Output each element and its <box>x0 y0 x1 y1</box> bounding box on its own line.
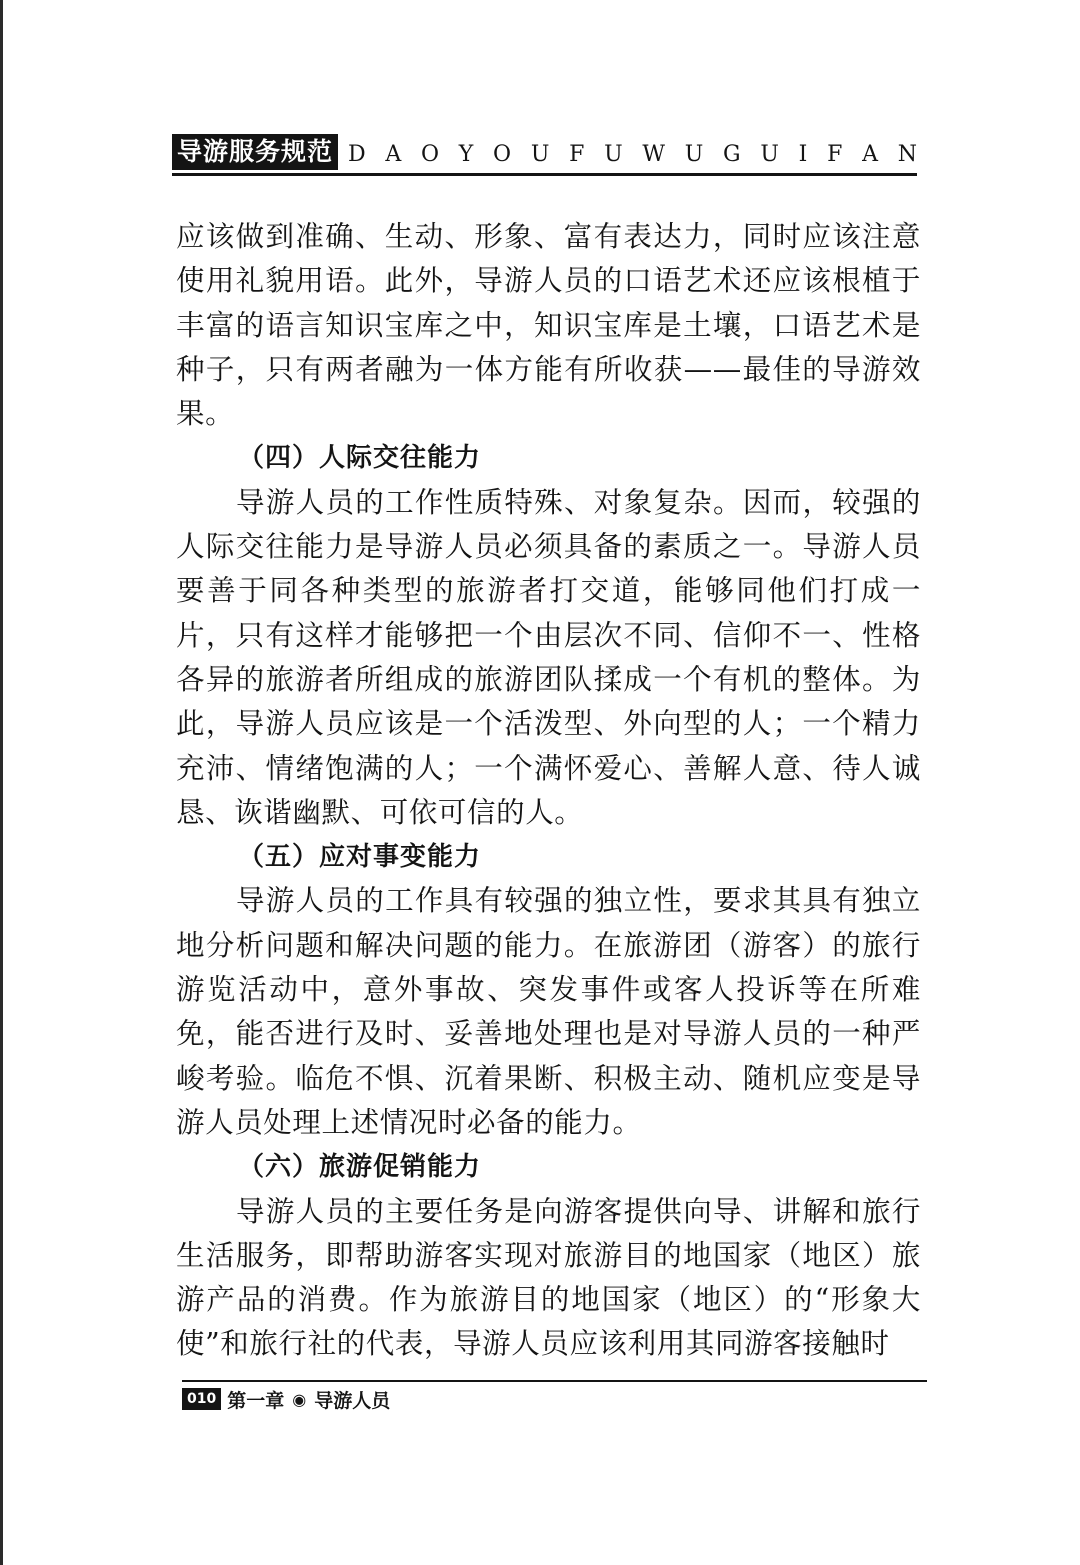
paragraph-promotion: 导游人员的主要任务是向游客提供向导、讲解和旅行生活服务，即帮助游客实现对旅游目的地国家（地区）旅游产品的消费。作为旅游目的地国家（地区）的“形象大使”和旅行社的代表，导游人员应该利用其同游客接触时 <box>176 1194 921 1361</box>
footer-chapter: 第一章 <box>227 1389 285 1412</box>
bullet-icon: ◉ <box>292 1389 307 1409</box>
header-pinyin-letters <box>348 142 917 168</box>
header-rule <box>172 173 917 176</box>
page-number: 010 <box>182 1388 221 1410</box>
page-edge <box>0 0 3 1565</box>
header-letter: N <box>897 142 917 167</box>
header-letter: U <box>604 142 623 167</box>
header-letter: D <box>348 142 366 167</box>
paragraph-emergency: 导游人员的工作具有较强的独立性，要求其具有独立地分析问题和解决问题的能力。在旅游团（游客）的旅行游览活动中，意外事故、突发事件或客人投诉等在所难免，能否进行及时、妥善地处理也是对导游人员的一种严峻考验。临危不惧、沉着果断、积极主动、随机应变是导游人员处理上述情况时必备的能力。 <box>176 884 921 1139</box>
section-heading-4: （四）人际交往能力 <box>238 443 482 474</box>
header-letter: I <box>798 142 808 167</box>
running-header <box>172 134 917 172</box>
header-letter: U <box>684 142 704 167</box>
footer-section: 导游人员 <box>314 1389 391 1412</box>
header-letter: O <box>493 142 512 167</box>
section-heading-6: （六）旅游促销能力 <box>238 1152 482 1183</box>
header-letter: A <box>862 142 878 167</box>
paragraph-interpersonal: 导游人员的工作性质特殊、对象复杂。因而，较强的人际交往能力是导游人员必须具备的素质之一。导游人员要善于同各种类型的旅游者打交道，能够同他们打成一片，只有这样才能够把一个由层次不同、信仰不一、性格各异的旅游者所组成的旅游团队揉成一个有机的整体。为此，导游人员应该是一个活泼型、外向型的人；一个精力充沛、情绪饱满的人；一个满怀爱心、善解人意、待人诚恳、诙谐幽默、可依可信的人。 <box>176 485 921 829</box>
section-heading-5: （五）应对事变能力 <box>238 842 482 873</box>
header-title-badge: 导游服务规范 <box>172 134 338 170</box>
running-footer <box>182 1386 390 1412</box>
header-letter: W <box>642 142 666 167</box>
paragraph-continued: 应该做到准确、生动、形象、富有表达力，同时应该注意使用礼貌用语。此外，导游人员的口语艺术还应该根植于丰富的语言知识宝库之中，知识宝库是土壤，口语艺术是种子，只有两者融为一体方能有所收获——最佳的导游效果。 <box>176 220 921 431</box>
footer-rule <box>182 1380 927 1382</box>
header-letter: G <box>723 142 741 167</box>
body-text <box>176 215 921 1367</box>
header-letter: Y <box>458 142 474 167</box>
header-letter: O <box>421 142 440 167</box>
header-letter: U <box>760 142 779 167</box>
header-letter: F <box>827 142 843 167</box>
header-letter: A <box>385 142 402 167</box>
header-letter: U <box>530 142 550 167</box>
header-letter: F <box>569 142 585 167</box>
